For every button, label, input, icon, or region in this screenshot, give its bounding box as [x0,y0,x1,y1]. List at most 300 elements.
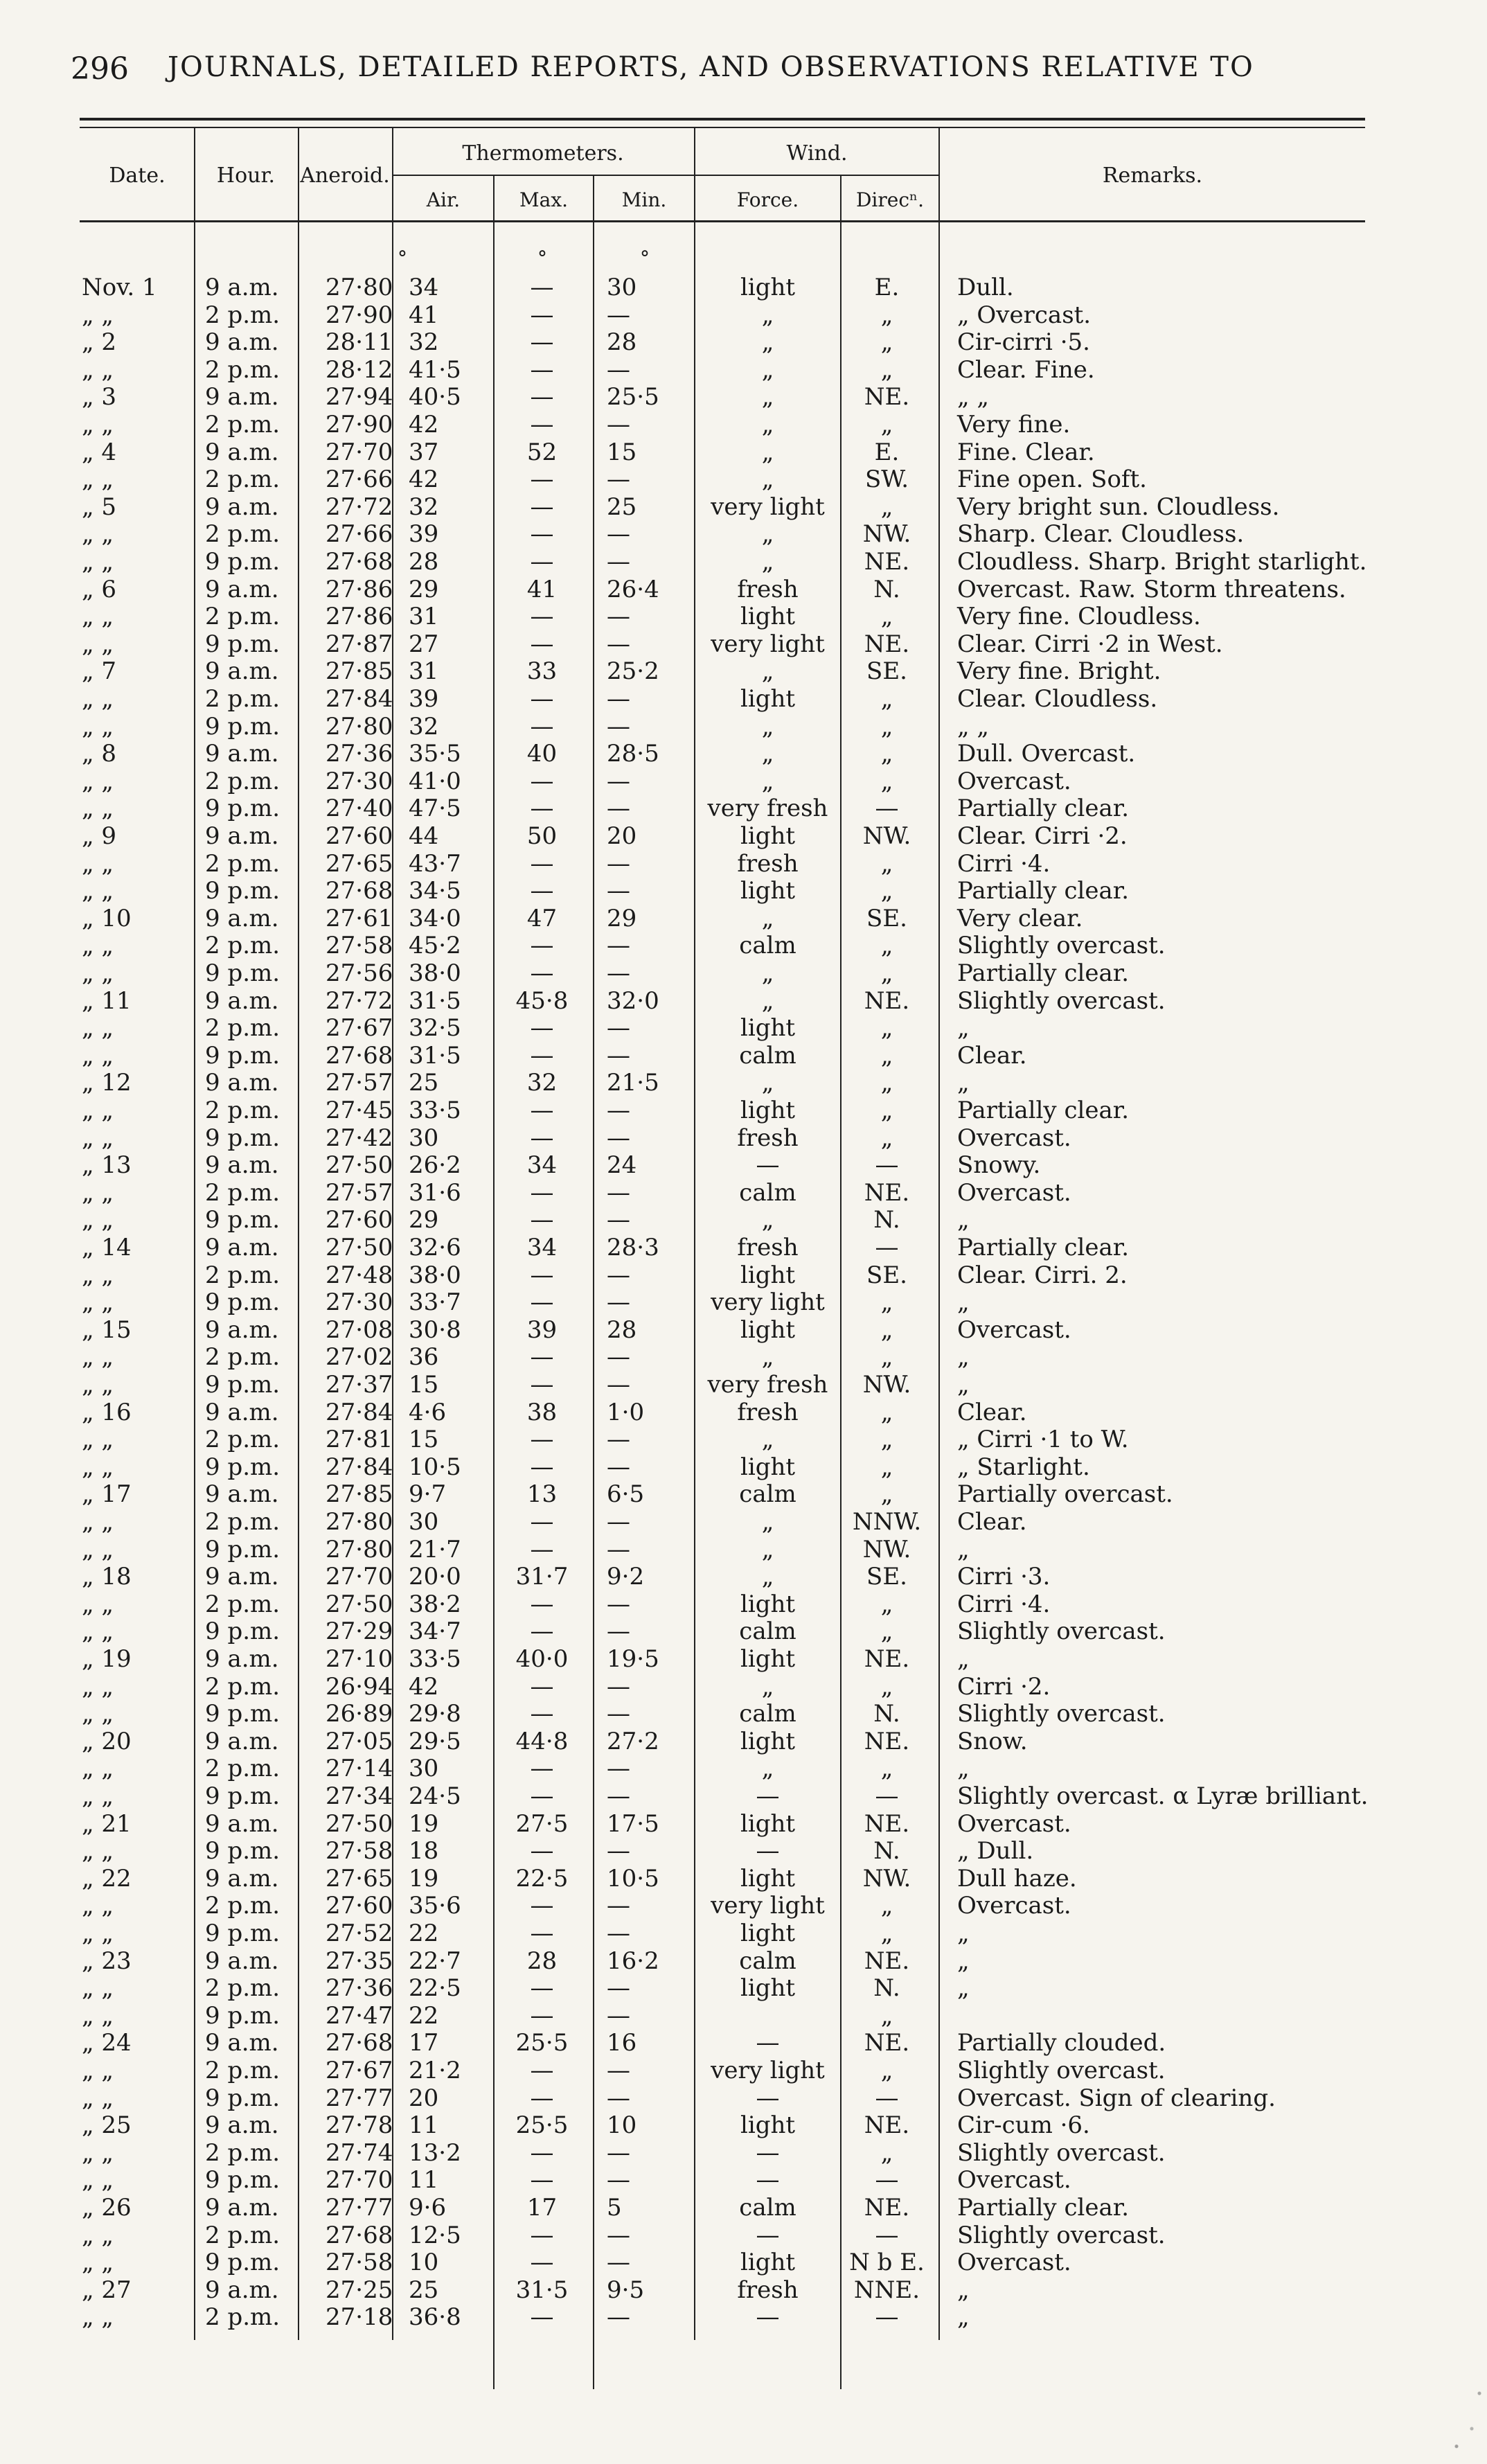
max-cell: 38 [526,1398,558,1426]
remarks-cell: Overcast. Raw. Storm threatens. [957,575,1346,603]
date-cell: „ „ [82,2166,114,2195]
force-cell: „ [761,520,774,549]
table-row [0,1811,1487,1838]
aneroid-cell: 28·11 [326,328,393,357]
min-cell: 26·4 [607,575,659,603]
date-cell: „ „ [82,1892,114,1920]
date-cell: „ 9 [82,822,117,850]
max-cell: 34 [526,1151,558,1180]
header-wind: Wind. [786,141,848,166]
air-cell: 22·7 [409,1947,461,1975]
force-cell: — [756,2303,780,2332]
hour-cell: 9 a.m. [205,493,279,521]
col-divider-hour-aneroid [298,127,299,2340]
date-cell: „ „ [82,1974,114,2003]
remarks-cell: Partially clear. [957,795,1130,823]
aneroid-cell: 27·68 [326,1041,393,1070]
max-cell: — [530,767,554,795]
min-cell: — [607,1535,630,1563]
date-cell: „ 7 [82,657,117,686]
date-cell: „ 17 [82,1480,132,1509]
page-header [71,47,1359,103]
date-cell: „ „ [82,2001,114,2030]
hour-cell: 9 a.m. [205,904,279,932]
direction-cell: NW. [862,1535,911,1563]
table-row [0,686,1487,714]
min-cell: 29 [607,904,637,932]
force-cell: — [756,1837,780,1865]
date-cell: „ „ [82,1672,114,1701]
min-cell: — [607,1755,630,1783]
air-cell: 11 [409,2166,439,2195]
date-cell: „ „ [82,2303,114,2332]
air-cell: 32 [409,328,439,357]
date-cell: „ 16 [82,1398,132,1426]
max-cell: 25·5 [515,2111,569,2140]
header-thermometers: Thermometers. [462,141,624,166]
min-cell: 9·5 [607,2276,645,2304]
table-row [0,274,1487,302]
table-row [0,658,1487,686]
aneroid-cell: 27·90 [326,301,393,329]
remarks-cell: „ [957,1371,970,1399]
air-cell: 33·5 [409,1645,461,1673]
min-cell: — [607,1041,630,1070]
hour-cell: 2 p.m. [205,301,281,329]
force-cell: light [740,1645,796,1673]
degree-air: ° [398,247,407,269]
direction-cell: „ [880,1755,893,1783]
force-cell: calm [739,1480,796,1509]
date-cell: „ 26 [82,2194,132,2222]
date-cell: „ „ [82,1590,114,1618]
max-cell: — [530,932,554,960]
air-cell: 41·0 [409,767,461,795]
hour-cell: 2 p.m. [205,1014,281,1043]
direction-cell: „ [880,355,893,384]
date-cell: „ „ [82,712,114,741]
direction-cell: „ [880,1315,893,1344]
force-cell: very light [711,2057,825,2084]
direction-cell: N. [873,1974,900,2003]
remarks-cell: Fine open. Soft. [957,466,1147,494]
max-cell: — [530,1617,554,1646]
max-cell: — [530,328,554,357]
min-cell: 28·5 [607,740,659,768]
remarks-cell: Overcast. [957,767,1071,795]
max-cell: — [530,411,554,438]
force-cell: light [740,822,796,850]
min-cell: 10 [607,2111,637,2140]
force-cell: — [756,2166,780,2195]
direction-cell: „ [880,493,893,521]
aneroid-cell: 27·90 [326,411,393,438]
force-cell: „ [761,1343,774,1372]
wind-underline [694,175,938,176]
air-cell: 39 [409,520,439,549]
air-cell: 37 [409,438,439,466]
aneroid-cell: 27·50 [326,1809,393,1838]
air-cell: 45·2 [409,932,461,960]
max-cell: — [530,301,554,329]
remarks-cell: Overcast. [957,1178,1071,1207]
min-cell: — [607,1426,630,1454]
aneroid-cell: 27·66 [326,520,393,549]
table-row [0,1097,1487,1125]
direction-cell: NE. [864,1809,910,1838]
hour-cell: 2 p.m. [205,603,281,631]
remarks-cell: „ Dull. [957,1837,1034,1865]
date-cell: „ „ [82,1700,114,1728]
aneroid-cell: 27·45 [326,1097,393,1124]
table-row [0,1015,1487,1043]
hour-cell: 2 p.m. [205,1590,281,1618]
date-cell: „ „ [82,1755,114,1783]
force-cell: „ [761,438,774,466]
min-cell: 20 [607,822,637,850]
air-cell: 22 [409,1920,439,1947]
hour-cell: 2 p.m. [205,355,281,384]
hour-cell: 2 p.m. [205,1097,281,1124]
force-cell: „ [761,301,774,329]
hour-cell: 9 a.m. [205,274,279,301]
date-cell: „ „ [82,849,114,878]
max-cell: — [530,712,554,741]
aneroid-cell: 27·70 [326,1563,393,1591]
hour-cell: 9 a.m. [205,1480,279,1509]
table-row [0,1783,1487,1811]
min-cell: — [607,1974,630,2003]
min-cell: — [607,932,630,960]
aneroid-cell: 27·36 [326,740,393,768]
date-cell: „ „ [82,1206,114,1234]
air-cell: 41 [409,301,439,329]
aneroid-cell: 27·81 [326,1426,393,1454]
force-cell: calm [739,1947,796,1975]
hour-cell: 2 p.m. [205,2138,281,2167]
air-cell: 31·6 [409,1178,461,1207]
table-row [0,1152,1487,1180]
aneroid-cell: 27·58 [326,2249,393,2277]
min-cell: 25·2 [607,657,659,686]
air-cell: 17 [409,2029,439,2057]
direction-cell: NW. [862,520,911,549]
force-cell: — [756,2221,780,2249]
table-row [0,823,1487,851]
remarks-cell: Sharp. Clear. Cloudless. [957,520,1245,549]
max-cell: — [530,383,554,411]
direction-cell: NE. [864,2029,910,2057]
min-cell: 16 [607,2029,637,2057]
air-cell: 32·5 [409,1014,461,1043]
max-cell: — [530,355,554,384]
hour-cell: 9 p.m. [205,548,281,576]
table-row [0,384,1487,411]
date-cell: „ „ [82,1837,114,1865]
direction-cell: „ [880,1124,893,1152]
direction-cell: „ [880,1920,893,1947]
aneroid-cell: 27·94 [326,383,393,411]
remarks-cell: Overcast. [957,1315,1071,1344]
table-row [0,1070,1487,1097]
min-cell: — [607,520,630,549]
max-cell: — [530,1590,554,1618]
aneroid-cell: 27·80 [326,274,393,301]
max-cell: 41 [526,575,558,603]
date-cell: „ „ [82,2138,114,2167]
max-cell: — [530,2166,554,2195]
aneroid-cell: 27·02 [326,1343,393,1372]
hour-cell: 2 p.m. [205,1508,281,1536]
date-cell: „ 21 [82,1809,132,1838]
aneroid-cell: 27·77 [326,2194,393,2222]
header-direction: Direcⁿ. [855,188,925,211]
min-cell: 25 [607,493,637,521]
max-cell: — [530,1920,554,1947]
min-cell: — [607,1700,630,1728]
force-cell: very fresh [707,795,828,823]
date-cell: „ „ [82,685,114,713]
min-cell: — [607,2001,630,2030]
max-cell: — [530,1755,554,1783]
force-cell: very light [711,630,825,658]
remarks-cell: Cirri ·4. [957,1590,1051,1618]
max-cell: — [530,2057,554,2084]
aneroid-cell: 27·58 [326,932,393,960]
min-cell: — [607,1453,630,1481]
max-cell: — [530,603,554,631]
hour-cell: 9 p.m. [205,1920,281,1947]
table-row [0,1591,1487,1619]
hour-cell: 9 p.m. [205,877,281,905]
direction-cell: — [875,1234,899,1261]
direction-cell: — [875,2221,899,2249]
col-divider-air-max [493,176,495,2389]
air-cell: 42 [409,466,439,494]
hour-cell: 2 p.m. [205,1261,281,1289]
force-cell: „ [761,466,774,494]
force-cell: „ [761,1426,774,1454]
direction-cell: „ [880,1097,893,1124]
direction-cell: „ [880,849,893,878]
air-cell: 11 [409,2111,439,2140]
table-row [0,1344,1487,1372]
direction-cell: NE. [864,1947,910,1975]
remarks-cell: Cirri ·3. [957,1563,1051,1591]
force-cell: „ [761,548,774,576]
remarks-cell: „ [957,1974,970,2003]
air-cell: 28 [409,548,439,576]
table-row [0,1728,1487,1756]
date-cell: Nov. 1 [82,274,157,301]
table-row [0,1865,1487,1893]
table-row [0,549,1487,576]
table-row [0,1399,1487,1427]
direction-cell: „ [880,740,893,768]
hour-cell: 2 p.m. [205,932,281,960]
air-cell: 19 [409,1864,439,1893]
min-cell: — [607,1178,630,1207]
remarks-cell: „ Overcast. [957,301,1092,329]
hour-cell: 9 p.m. [205,1124,281,1152]
remarks-cell: „ [957,1288,970,1317]
hour-cell: 9 a.m. [205,1398,279,1426]
hour-cell: 9 a.m. [205,1563,279,1591]
remarks-cell: „ [957,1535,970,1563]
remarks-cell: Partially overcast. [957,1480,1173,1509]
hour-cell: 9 p.m. [205,1617,281,1646]
direction-cell: „ [880,1590,893,1618]
col-divider-force-dir [840,176,842,2389]
air-cell: 44 [409,822,439,850]
remarks-cell: „ [957,1947,970,1975]
date-cell: „ „ [82,1371,114,1399]
air-cell: 15 [409,1371,439,1399]
max-cell: — [530,1426,554,1454]
air-cell: 36·8 [409,2303,461,2332]
remarks-cell: Slightly overcast. [957,2221,1166,2249]
remarks-cell: Slightly overcast. [957,932,1166,960]
date-cell: „ „ [82,520,114,549]
date-cell: „ „ [82,1097,114,1124]
date-cell: „ 6 [82,575,117,603]
hour-cell: 9 a.m. [205,328,279,357]
max-cell: 33 [526,657,558,686]
hour-cell: 2 p.m. [205,1426,281,1454]
date-cell: „ 4 [82,438,117,466]
direction-cell: — [875,2084,899,2112]
force-cell: very light [711,493,825,521]
date-cell: „ „ [82,411,114,438]
remarks-cell: Very bright sun. Cloudless. [957,493,1280,521]
aneroid-cell: 27·85 [326,657,393,686]
max-cell: 50 [526,822,558,850]
max-cell: 31·5 [515,2276,569,2304]
hour-cell: 9 p.m. [205,1782,281,1810]
force-cell: „ [761,1508,774,1536]
hour-cell: 9 a.m. [205,2276,279,2304]
page-edge-speckle [1411,2346,1487,2464]
remarks-cell: Cirri ·4. [957,849,1051,878]
degree-max: ° [537,247,547,269]
direction-cell: „ [880,1672,893,1701]
force-cell: — [756,1151,780,1180]
hour-cell: 9 a.m. [205,2194,279,2222]
min-cell: 24 [607,1151,637,1180]
table-row [0,2195,1487,2222]
min-cell: — [607,1206,630,1234]
date-cell: „ 3 [82,383,117,411]
table-row [0,1180,1487,1207]
aneroid-cell: 27·86 [326,603,393,631]
aneroid-cell: 27·72 [326,986,393,1015]
max-cell: 52 [526,438,558,466]
hour-cell: 9 a.m. [205,438,279,466]
remarks-cell: Cirri ·2. [957,1672,1051,1701]
date-cell: „ 2 [82,328,117,357]
max-cell: — [530,548,554,576]
date-cell: „ „ [82,795,114,823]
direction-cell: „ [880,1041,893,1070]
table-row [0,932,1487,960]
date-cell: „ „ [82,1920,114,1947]
max-cell: — [530,1892,554,1920]
remarks-cell: „ [957,2276,970,2304]
table-row [0,302,1487,330]
air-cell: 29 [409,575,439,603]
force-cell: „ [761,740,774,768]
date-cell: „ 25 [82,2111,132,2140]
force-cell: „ [761,411,774,438]
date-cell: „ „ [82,1014,114,1043]
remarks-cell: Very fine. Bright. [957,657,1161,686]
remarks-cell: „ „ [957,383,990,411]
remarks-cell: Dull. [957,274,1014,301]
header-remarks: Remarks. [1102,163,1203,188]
remarks-cell: Slightly overcast. [957,2057,1166,2084]
hour-cell: 9 a.m. [205,2111,279,2140]
max-cell: — [530,849,554,878]
aneroid-cell: 27·65 [326,1864,393,1893]
force-cell: „ [761,1069,774,1097]
col-divider-max-min [593,176,594,2389]
force-cell: fresh [737,575,799,603]
max-cell: — [530,493,554,521]
air-cell: 30 [409,1508,439,1536]
header-date: Date. [109,163,166,188]
hour-cell: 9 p.m. [205,712,281,741]
aneroid-cell: 27·14 [326,1755,393,1783]
date-cell: „ „ [82,1288,114,1317]
remarks-cell: Clear. [957,1508,1027,1536]
aneroid-cell: 28·12 [326,355,393,384]
aneroid-cell: 27·25 [326,2276,393,2304]
table-row [0,2167,1487,2195]
max-cell: — [530,1371,554,1399]
table-row [0,2057,1487,2085]
table-row [0,1920,1487,1948]
max-cell: 22·5 [515,1864,569,1893]
table-row [0,1755,1487,1783]
aneroid-cell: 27·52 [326,1920,393,1947]
date-cell: „ 8 [82,740,117,768]
min-cell: — [607,685,630,713]
force-cell: „ [761,383,774,411]
aneroid-cell: 27·60 [326,1206,393,1234]
max-cell: — [530,1453,554,1481]
hour-cell: 9 a.m. [205,1727,279,1755]
table-row [0,1454,1487,1482]
air-cell: 30 [409,1755,439,1783]
max-cell: 40 [526,740,558,768]
air-cell: 32 [409,493,439,521]
min-cell: — [607,877,630,905]
aneroid-cell: 27·30 [326,1288,393,1317]
min-cell: — [607,1782,630,1810]
remarks-cell: Clear. Fine. [957,355,1095,384]
aneroid-cell: 27·68 [326,2029,393,2057]
hour-cell: 9 p.m. [205,1700,281,1728]
table-row [0,1481,1487,1509]
remarks-cell: Partially clear. [957,1234,1130,1261]
direction-cell: E. [874,438,900,466]
direction-cell: NE. [864,1727,910,1755]
direction-cell: SE. [866,1261,907,1289]
air-cell: 4·6 [409,1398,447,1426]
min-cell: 27·2 [607,1727,659,1755]
table-row [0,1043,1487,1070]
direction-cell: NNE. [853,2276,920,2304]
